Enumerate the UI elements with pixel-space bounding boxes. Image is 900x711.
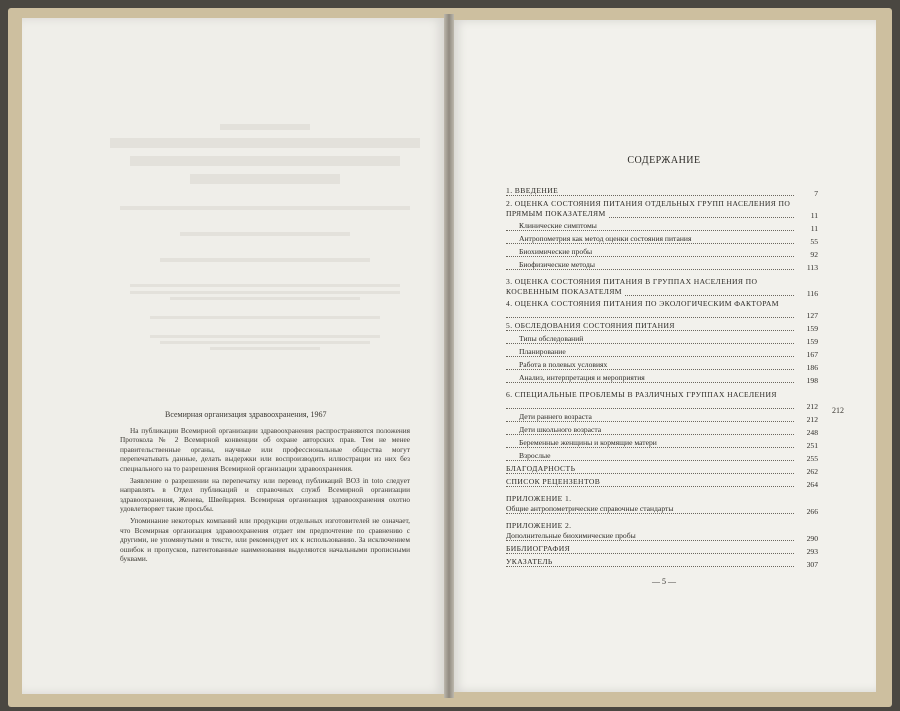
toc-entry: 4. ОЦЕНКА СОСТОЯНИЯ ПИТАНИЯ ПО ЭКОЛОГИЧЕСКИМ ФАКТОРАМ 127 bbox=[506, 299, 818, 320]
page-number: — 5 — bbox=[652, 577, 676, 586]
table-of-contents bbox=[506, 186, 826, 570]
disclaimer-paragraph: Упоминание некоторых компаний или продукции отдельных изготовителей не означает, что Всемирная организация здравоохранения отдает им предпочтение по сравнению с другими, не упомянутыми в тексте, или рекомендует их к использованию. За исключением ошибок и пропусков, патентованные наименования выделяются начальными прописными буквами. bbox=[120, 515, 410, 564]
toc-entry: Антропометрия как метод оценки состояния питания 55 bbox=[506, 234, 826, 247]
toc-entry: Дети раннего возраста 212 bbox=[506, 412, 826, 425]
toc-entry: 3. ОЦЕНКА СОСТОЯНИЯ ПИТАНИЯ В ГРУППАХ НАСЕЛЕНИЯ ПО КОСВЕННЫМ ПОКАЗАТЕЛЯМ 116 bbox=[506, 277, 818, 298]
toc-entry: СПИСОК РЕЦЕНЗЕНТОВ 264 bbox=[506, 477, 818, 489]
copyright-paragraph: На публикации Всемирной организации здравоохранения распространяются положения Протокола № 2 Всемирной конвенции об охране авторских прав. Тем не менее правительственные органы, научные или профессиональные общества могут перепечатывать данные, делать выдержки или воспроизводить иллюстрации из них без специального на то разрешения Всемирной организации здравоохранения. bbox=[120, 425, 410, 473]
toc-entry: ПРИЛОЖЕНИЕ 2. bbox=[506, 521, 572, 530]
toc-entry: 1. ВВЕДЕНИЕ 7 bbox=[506, 186, 818, 198]
toc-entry: Общие антропометрические справочные стандарты 266 bbox=[506, 504, 818, 516]
toc-entry: Работа в полевых условиях 186 bbox=[506, 360, 826, 373]
toc-entry: Беременные женщины и кормящие матери 251 bbox=[506, 438, 826, 451]
toc-entry: Дополнительные биохимические пробы 290 bbox=[506, 531, 818, 543]
toc-entry: Типы обследований 159 bbox=[506, 334, 826, 347]
toc-entry: Взрослые 255 bbox=[506, 451, 826, 464]
margin-annotation: 212 bbox=[832, 406, 844, 415]
toc-entry: Анализ, интерпретация и мероприятия 198 bbox=[506, 373, 826, 386]
toc-entry: УКАЗАТЕЛЬ 307 bbox=[506, 557, 818, 569]
copyright-notice bbox=[120, 410, 410, 566]
toc-entry: БЛАГОДАРНОСТЬ 262 bbox=[506, 464, 818, 476]
book-spine-gutter bbox=[444, 14, 454, 698]
toc-entry: 2. ОЦЕНКА СОСТОЯНИЯ ПИТАНИЯ ОТДЕЛЬНЫХ ГРУПП НАСЕЛЕНИЯ ПО ПРЯМЫМ ПОКАЗАТЕЛЯМ 11 bbox=[506, 199, 818, 220]
toc-entry: 5. ОБСЛЕДОВАНИЯ СОСТОЯНИЯ ПИТАНИЯ 159 bbox=[506, 321, 818, 333]
copyright-year: Всемирная организация здравоохранения, 1967 bbox=[165, 410, 327, 419]
toc-entry: 6. СПЕЦИАЛЬНЫЕ ПРОБЛЕМЫ В РАЗЛИЧНЫХ ГРУППАХ НАСЕЛЕНИЯ 212 bbox=[506, 390, 818, 411]
show-through-title bbox=[100, 120, 430, 390]
toc-entry: ПРИЛОЖЕНИЕ 1. bbox=[506, 494, 572, 503]
toc-entry: Планирование 167 bbox=[506, 347, 826, 360]
toc-entry: Дети школьного возраста 248 bbox=[506, 425, 826, 438]
toc-title: СОДЕРЖАНИЕ bbox=[627, 155, 701, 166]
toc-entry: Биохимические пробы 92 bbox=[506, 247, 826, 260]
reprint-paragraph: Заявление о разрешении на перепечатку или перевод публикаций ВОЗ in toto следует направлять в Отдел публикаций и справочных служб Всемирной организации здравоохранения, Женева, Швейцария. Всемирная организация здравоохранения охотно удовлетворяет такие просьбы. bbox=[120, 475, 410, 514]
toc-entry: Клинические симптомы 11 bbox=[506, 221, 826, 234]
toc-entry: Биофизические методы 113 bbox=[506, 260, 826, 273]
toc-entry: БИБЛИОГРАФИЯ 293 bbox=[506, 544, 818, 556]
